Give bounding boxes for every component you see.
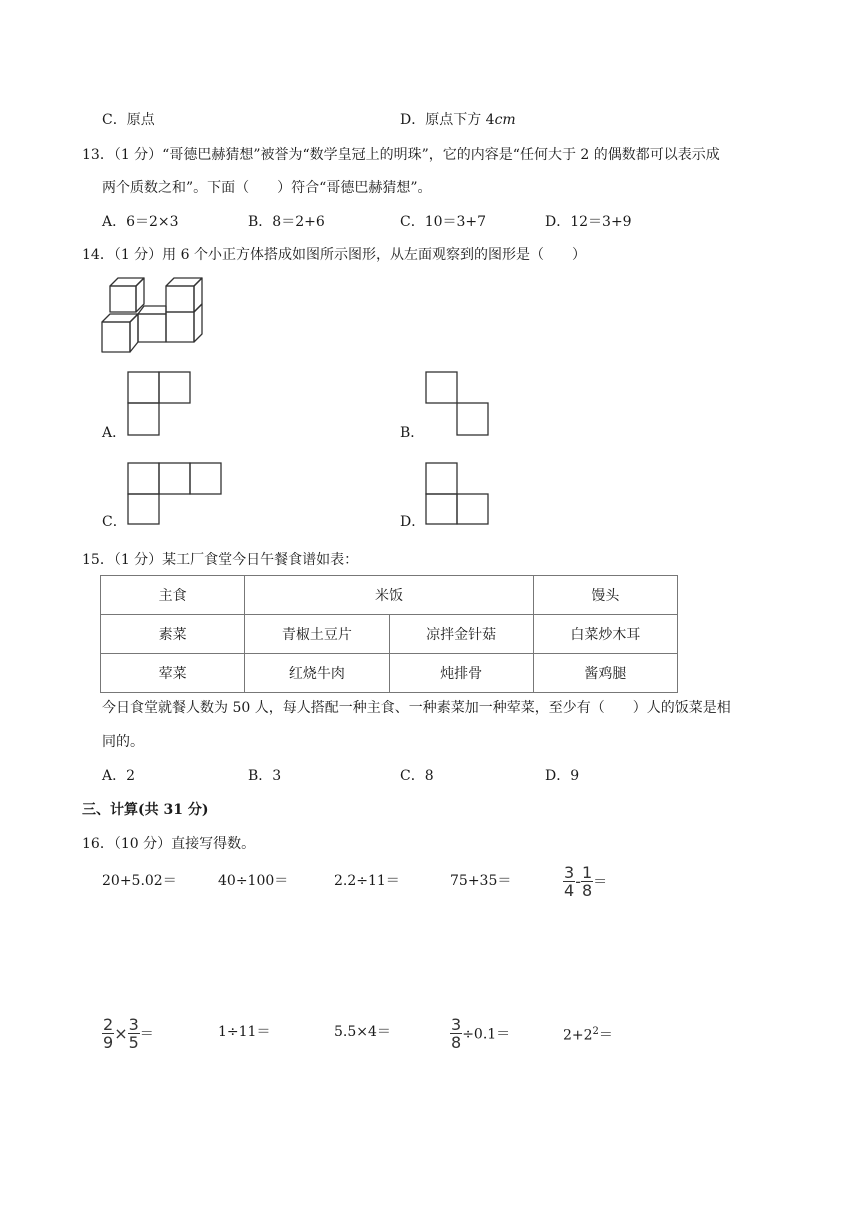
q15-option-b: B．3 [248, 768, 282, 784]
q16-item-2: 40÷100＝ [218, 873, 289, 889]
equals-sign: ＝ [593, 874, 608, 891]
equals-sign: ＝ [139, 1026, 154, 1043]
table-cell: 米饭 [245, 576, 534, 615]
q13-option-b: B．8＝2+6 [248, 214, 325, 230]
numerator: 3 [128, 1015, 139, 1034]
table-row [101, 576, 678, 615]
q14-option-d-figure [425, 462, 489, 526]
q15-option-c: C．8 [400, 768, 434, 784]
table-row [101, 654, 678, 693]
table-cell: 主食 [101, 576, 245, 615]
q13-option-d: D．12＝3+9 [545, 214, 632, 230]
q13-stem-line1: 13．（1 分）“哥德巴赫猜想”被誉为“数学皇冠上的明珠”，它的内容是“任何大于 2 的偶数都可以表示成 [82, 147, 720, 163]
q12-option-c: C．原点 [102, 112, 155, 128]
q15-menu-table [100, 575, 678, 693]
q16-stem: 16．（10 分）直接写得数。 [82, 836, 256, 852]
table-cell: 荤菜 [101, 654, 245, 693]
fraction [128, 1016, 140, 1051]
q16-item-4: 75+35＝ [450, 873, 512, 889]
denominator: 8 [581, 881, 593, 900]
q16-item-5 [563, 864, 607, 899]
numerator: 1 [581, 863, 593, 882]
q16-item-3: 2.2÷11＝ [334, 873, 400, 889]
q16-item-7: 1÷11＝ [218, 1024, 271, 1040]
q16-item-9 [450, 1016, 510, 1051]
operator: - [575, 872, 581, 891]
expression-base: 2+2 [563, 1027, 593, 1044]
q15-option-a: A．2 [102, 768, 136, 784]
q16-item-8: 5.5×4＝ [334, 1024, 391, 1040]
table-cell: 炖排骨 [389, 654, 533, 693]
table-cell: 红烧牛肉 [245, 654, 389, 693]
denominator: 8 [451, 1033, 462, 1052]
q14-option-a-label: A． [102, 425, 127, 441]
section-title: 三、计算(共 31 分) [82, 802, 209, 818]
numerator: 3 [564, 863, 575, 882]
q16-item-6 [102, 1016, 154, 1051]
q15-stem: 15．（1 分）某工厂食堂今日午餐食谱如表： [82, 552, 359, 568]
operator: × [114, 1024, 128, 1043]
table-cell: 青椒土豆片 [245, 615, 389, 654]
q13-option-a: A．6＝2×3 [102, 214, 179, 230]
exponent: 2 [592, 1026, 599, 1037]
q15-body-line2: 同的。 [102, 734, 144, 750]
fraction [563, 864, 575, 899]
fraction [581, 864, 593, 899]
denominator: 9 [103, 1033, 114, 1052]
q14-option-a-figure [127, 371, 191, 437]
q14-cube-figure [98, 276, 210, 356]
q16-item-1: 20+5.02＝ [102, 873, 177, 889]
q12-option-d-unit: cm [494, 112, 516, 128]
q13-stem-line2: 两个质数之和”。下面（ ）符合“哥德巴赫猜想”。 [102, 180, 432, 196]
table-cell: 白菜炒木耳 [533, 615, 677, 654]
q12-option-d-text: D．原点下方 4 [400, 112, 495, 128]
fraction [450, 1016, 462, 1051]
denominator: 4 [564, 881, 575, 900]
table-row [101, 615, 678, 654]
table-cell: 酱鸡腿 [533, 654, 677, 693]
denominator: 5 [128, 1033, 139, 1052]
table-cell: 馒头 [533, 576, 677, 615]
expression-rest: ÷0.1＝ [462, 1026, 511, 1043]
q14-stem: 14．（1 分）用 6 个小正方体搭成如图所示图形，从左面观察到的图形是（ ） [82, 247, 586, 263]
q14-option-b-figure [425, 371, 489, 437]
q12-option-d [400, 110, 516, 130]
fraction [102, 1016, 114, 1051]
numerator: 2 [103, 1015, 114, 1034]
q15-body-line1: 今日食堂就餐人数为 50 人，每人搭配一种主食、一种素菜加一种荤菜，至少有（ ）人的饭菜是相 [102, 700, 731, 716]
q14-option-c-figure [127, 462, 222, 526]
equals-sign: ＝ [598, 1027, 613, 1044]
q14-option-b-label: B． [400, 425, 425, 441]
q14-option-c-label: C． [102, 514, 127, 530]
q16-item-10 [563, 1022, 613, 1046]
table-cell: 素菜 [101, 615, 245, 654]
q13-option-c: C．10＝3+7 [400, 214, 487, 230]
numerator: 3 [451, 1015, 462, 1034]
q15-option-d: D．9 [545, 768, 580, 784]
table-cell: 凉拌金针菇 [389, 615, 533, 654]
q14-option-d-label: D． [400, 514, 426, 530]
